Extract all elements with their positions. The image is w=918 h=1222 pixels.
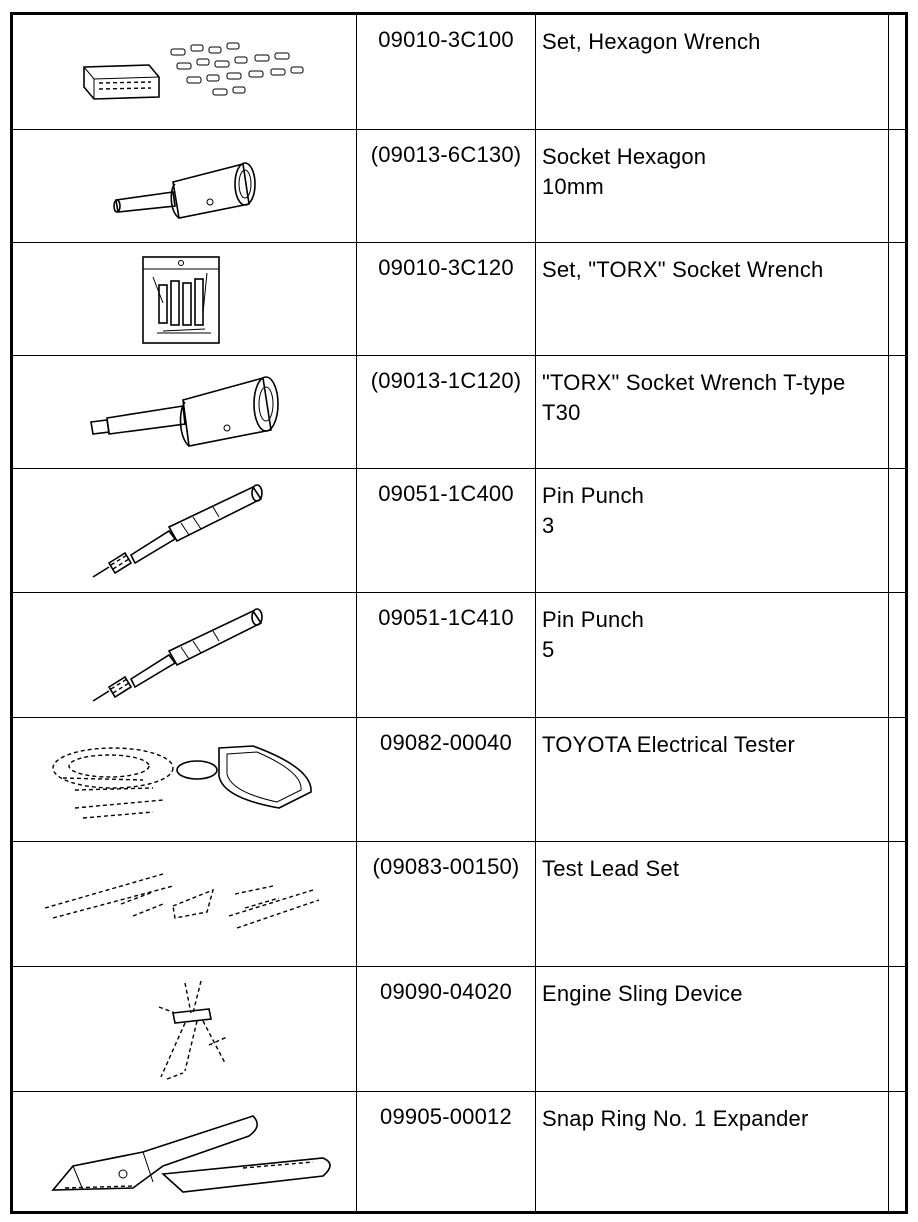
part-number: 09010-3C120 bbox=[378, 254, 514, 280]
extra-cell bbox=[889, 966, 909, 1091]
tool-description bbox=[536, 842, 888, 884]
torx-socket-set-icon bbox=[13, 243, 356, 354]
tool-description bbox=[536, 243, 888, 285]
table-row bbox=[13, 355, 908, 468]
tool-illustration-cell bbox=[13, 966, 357, 1091]
part-number: (09013-1C120) bbox=[370, 367, 522, 393]
tool-illustration-cell bbox=[13, 242, 357, 355]
tool-description bbox=[536, 593, 888, 665]
description-cell bbox=[536, 129, 889, 242]
part-number: (09013-6C130) bbox=[370, 141, 522, 167]
part-number: 09082-00040 bbox=[380, 729, 512, 755]
description-cell bbox=[536, 468, 889, 592]
table-row bbox=[13, 1091, 908, 1214]
tool-description bbox=[536, 718, 888, 760]
extra-cell bbox=[889, 242, 909, 355]
description-line: Pin Punch bbox=[542, 482, 645, 508]
description-line: Set, "TORX" Socket Wrench bbox=[542, 256, 824, 282]
tool-illustration-cell bbox=[13, 468, 357, 592]
part-number-cell bbox=[357, 242, 536, 355]
description-line: Socket Hexagon bbox=[542, 143, 707, 169]
special-tool-table bbox=[13, 15, 908, 1214]
tool-illustration-cell bbox=[13, 717, 357, 841]
table-row bbox=[13, 15, 908, 129]
description-cell bbox=[536, 355, 889, 468]
tool-illustration-cell bbox=[13, 129, 357, 242]
electrical-tester-icon bbox=[13, 718, 356, 840]
extra-cell bbox=[889, 1091, 909, 1214]
description-cell bbox=[536, 717, 889, 841]
description-line: "TORX" Socket Wrench T-type bbox=[542, 369, 846, 395]
test-lead-set-icon bbox=[13, 842, 356, 965]
description-cell bbox=[536, 242, 889, 355]
part-number: 09051-1C410 bbox=[378, 604, 514, 630]
description-line: 5 bbox=[542, 636, 555, 662]
part-number: 09010-3C100 bbox=[378, 27, 514, 52]
part-number-cell bbox=[357, 966, 536, 1091]
table-row bbox=[13, 717, 908, 841]
description-cell bbox=[536, 841, 889, 966]
tool-illustration-cell bbox=[13, 355, 357, 468]
tool-description bbox=[536, 967, 888, 1009]
extra-cell bbox=[889, 592, 909, 717]
description-line: 10mm bbox=[542, 173, 604, 199]
part-number: (09083-00150) bbox=[372, 853, 520, 879]
description-line: Snap Ring No. 1 Expander bbox=[542, 1105, 809, 1131]
part-number-cell bbox=[357, 129, 536, 242]
hexagon-socket-icon bbox=[13, 130, 356, 241]
part-number: 09905-00012 bbox=[380, 1103, 512, 1129]
description-cell bbox=[536, 15, 889, 129]
description-line: 3 bbox=[542, 512, 555, 538]
description-line: Pin Punch bbox=[542, 606, 645, 632]
tool-table-frame bbox=[10, 12, 908, 1214]
part-number-cell bbox=[357, 841, 536, 966]
extra-cell bbox=[889, 841, 909, 966]
part-number-cell bbox=[357, 717, 536, 841]
part-number-cell bbox=[357, 355, 536, 468]
tool-illustration-cell bbox=[13, 592, 357, 717]
part-number: 09090-04020 bbox=[380, 978, 512, 1004]
table-row bbox=[13, 841, 908, 966]
table-row bbox=[13, 592, 908, 717]
description-cell bbox=[536, 966, 889, 1091]
tool-description bbox=[536, 1092, 888, 1134]
torx-socket-wrench-icon bbox=[13, 356, 356, 467]
description-line: Engine Sling Device bbox=[542, 980, 743, 1006]
description-cell bbox=[536, 1091, 889, 1214]
snap-ring-expander-icon bbox=[13, 1092, 356, 1213]
tool-illustration-cell bbox=[13, 15, 357, 129]
part-number-cell bbox=[357, 15, 536, 129]
description-cell bbox=[536, 592, 889, 717]
part-number-cell bbox=[357, 592, 536, 717]
engine-sling-icon bbox=[13, 967, 356, 1090]
extra-cell bbox=[889, 129, 909, 242]
extra-cell bbox=[889, 355, 909, 468]
extra-cell bbox=[889, 717, 909, 841]
description-line: T30 bbox=[542, 399, 581, 425]
tool-illustration-cell bbox=[13, 1091, 357, 1214]
tool-description bbox=[536, 356, 888, 428]
description-line: Test Lead Set bbox=[542, 855, 680, 881]
table-row bbox=[13, 242, 908, 355]
table-row bbox=[13, 468, 908, 592]
table-row bbox=[13, 966, 908, 1091]
part-number: 09051-1C400 bbox=[378, 480, 514, 506]
tool-description bbox=[536, 130, 888, 202]
hexagon-wrench-set-icon bbox=[13, 15, 356, 127]
extra-cell bbox=[889, 15, 909, 129]
extra-cell bbox=[889, 468, 909, 592]
part-number-cell bbox=[357, 1091, 536, 1214]
description-line: Set, Hexagon Wrench bbox=[542, 29, 761, 54]
tool-description bbox=[536, 469, 888, 541]
pin-punch-icon bbox=[13, 469, 356, 591]
tool-illustration-cell bbox=[13, 841, 357, 966]
part-number-cell bbox=[357, 468, 536, 592]
description-line: TOYOTA Electrical Tester bbox=[542, 731, 795, 757]
tool-description bbox=[536, 15, 888, 57]
table-row bbox=[13, 129, 908, 242]
pin-punch-icon bbox=[13, 593, 356, 716]
